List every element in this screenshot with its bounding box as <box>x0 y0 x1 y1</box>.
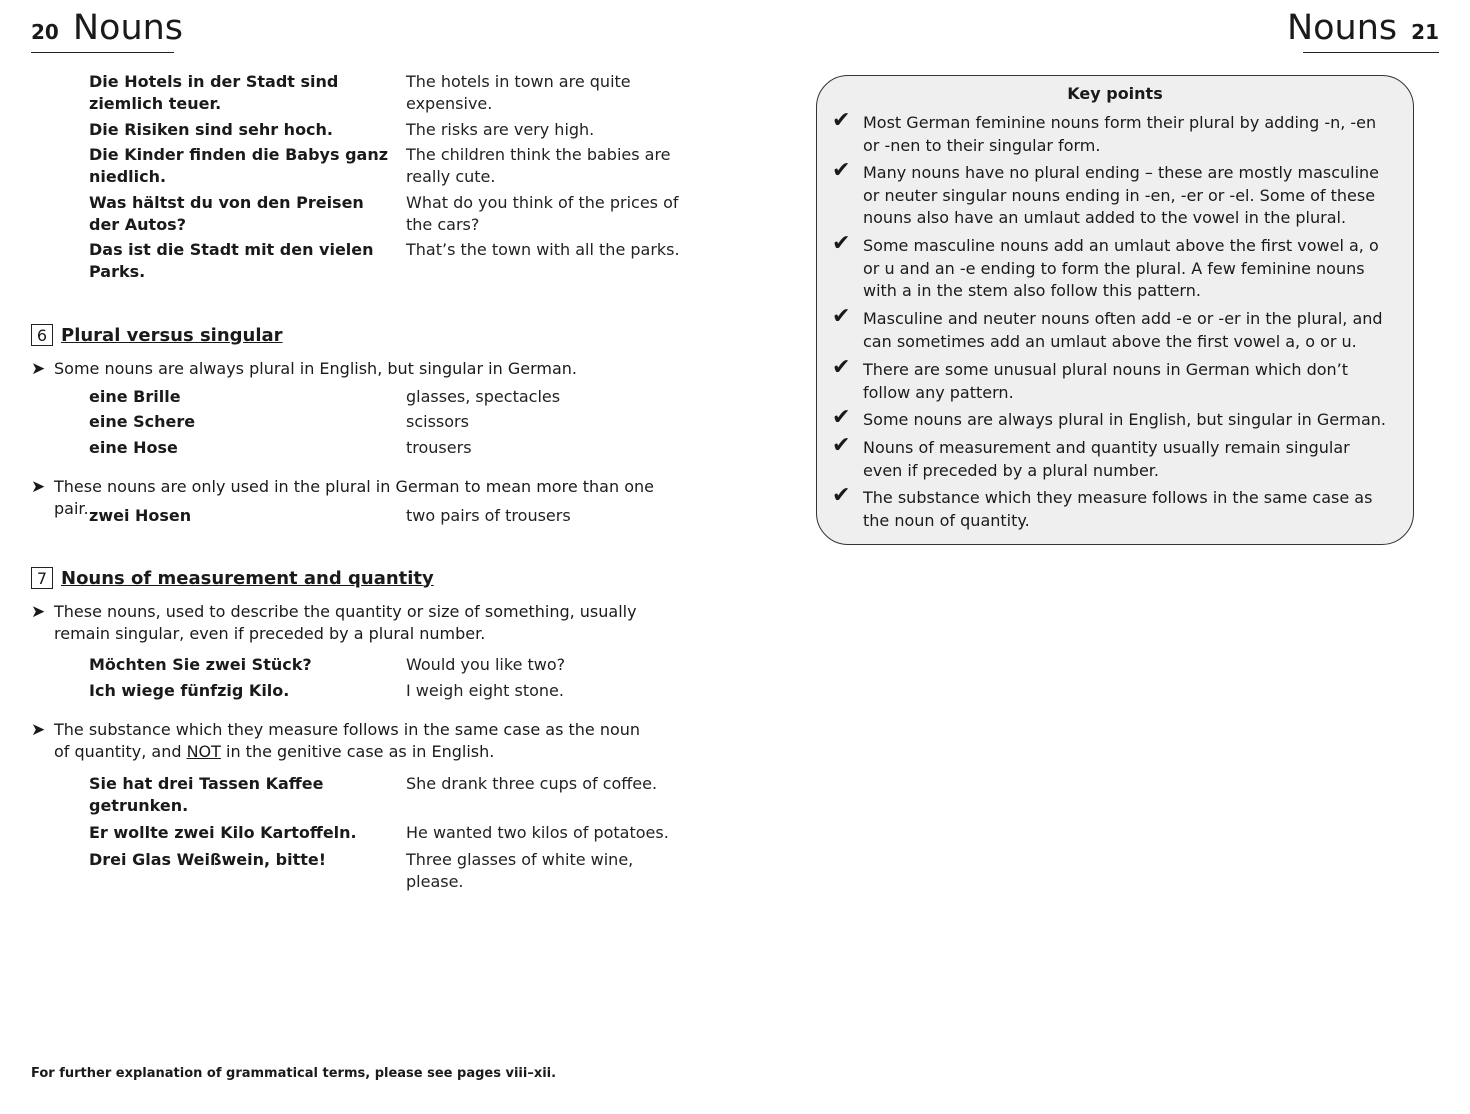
section-title: Nouns of measurement and quantity <box>61 567 434 589</box>
english-translation: What do you think of the prices of the cars? <box>406 193 679 234</box>
german-example: Die Kinder finden die Babys ganz niedlich. <box>89 145 389 186</box>
checkmark-icon: ✔ <box>832 483 851 508</box>
checkmark-icon: ✔ <box>832 108 851 133</box>
german-example: Was hältst du von den Preisen der Autos? <box>89 193 364 234</box>
section-title: Plural versus singular <box>61 324 283 346</box>
key-points-title: Key points <box>1067 84 1163 103</box>
english-translation: She drank three cups of coffee. <box>406 774 658 793</box>
section-number-box: 7 <box>31 567 53 589</box>
key-point-item <box>832 433 1393 482</box>
german-example: zwei Hosen <box>89 506 192 525</box>
key-point-item <box>832 304 1393 353</box>
key-point-text: Some nouns are always plural in English, but singular in German. <box>863 410 1386 429</box>
bullet-point <box>31 358 691 380</box>
english-translation: scissors <box>406 412 469 431</box>
emphasis-not: NOT <box>186 742 221 761</box>
footer-note: For further explanation of grammatical terms, please see pages viii–xii. <box>31 1066 557 1081</box>
german-example: eine Hose <box>89 438 178 457</box>
german-example: Ich wiege fünfzig Kilo. <box>89 681 290 700</box>
section-7-heading <box>31 567 434 589</box>
right-page-number: 21 <box>1411 20 1439 44</box>
key-point-text: Masculine and neuter nouns often add -e or -er in the plural, and can sometimes add an umlaut above the first vowel a, o or u. <box>863 309 1383 351</box>
german-example: Die Risiken sind sehr hoch. <box>89 120 334 139</box>
left-page-title: Nouns <box>72 8 184 48</box>
english-translation: That’s the town with all the parks. <box>406 240 680 259</box>
bullet-text-part: in the genitive case as in English. <box>220 742 495 761</box>
english-translation: Would you like two? <box>406 655 566 674</box>
key-points-box <box>816 75 1414 545</box>
left-header-rule <box>31 52 174 53</box>
checkmark-icon: ✔ <box>832 433 851 458</box>
german-example: Möchten Sie zwei Stück? <box>89 655 312 674</box>
english-translation: two pairs of trousers <box>406 506 571 525</box>
left-page-number: 20 <box>31 20 59 44</box>
arrow-bullet-icon: ➤ <box>31 720 46 740</box>
german-example: Die Hotels in der Stadt sind ziemlich teuer. <box>89 72 339 113</box>
right-page-title: Nouns <box>1286 8 1398 48</box>
german-example: Sie hat drei Tassen Kaffee getrunken. <box>89 774 324 815</box>
english-translation: The hotels in town are quite expensive. <box>406 72 631 113</box>
right-page-header <box>1287 8 1439 48</box>
english-translation: Three glasses of white wine, please. <box>406 850 634 891</box>
arrow-bullet-icon: ➤ <box>31 359 46 379</box>
arrow-bullet-icon: ➤ <box>31 602 46 622</box>
english-translation: He wanted two kilos of potatoes. <box>406 823 669 842</box>
bullet-point <box>31 719 651 763</box>
checkmark-icon: ✔ <box>832 304 851 329</box>
key-point-item <box>832 158 1393 230</box>
checkmark-icon: ✔ <box>832 158 851 183</box>
checkmark-icon: ✔ <box>832 355 851 380</box>
bullet-point <box>31 601 671 645</box>
key-point-item <box>832 231 1393 303</box>
key-point-item <box>832 405 1393 432</box>
bullet-text: These nouns, used to describe the quantity or size of something, usually remain singular, even if preceded by a plural number. <box>54 602 637 643</box>
key-point-item <box>832 483 1393 532</box>
key-point-item <box>832 108 1393 157</box>
section-6-heading <box>31 324 283 346</box>
left-page-header <box>31 8 183 48</box>
english-translation: I weigh eight stone. <box>406 681 564 700</box>
english-translation: The children think the babies are really cute. <box>406 145 671 186</box>
english-translation: The risks are very high. <box>406 120 595 139</box>
german-example: eine Brille <box>89 387 181 406</box>
german-example: Er wollte zwei Kilo Kartoffeln. <box>89 823 357 842</box>
bullet-text-part: The substance which they measure follows in the same case as the noun of quantity, and <box>54 720 641 761</box>
key-point-text: The substance which they measure follows in the same case as the noun of quantity. <box>863 488 1373 530</box>
german-example: Das ist die Stadt mit den vielen Parks. <box>89 240 374 281</box>
key-point-text: Nouns of measurement and quantity usually remain singular even if preceded by a plural number. <box>863 438 1350 480</box>
bullet-text: These nouns are only used in the plural in German to mean more than one pair. <box>54 477 654 518</box>
english-translation: glasses, spectacles <box>406 387 561 406</box>
key-point-text: Most German feminine nouns form their plural by adding -n, -en or -nen to their singular form. <box>863 113 1377 155</box>
bullet-text: Some nouns are always plural in English, but singular in German. <box>54 359 577 378</box>
section-number-box: 6 <box>31 324 53 346</box>
key-point-text: There are some unusual plural nouns in German which don’t follow any pattern. <box>863 360 1349 402</box>
checkmark-icon: ✔ <box>832 405 851 430</box>
german-example: eine Schere <box>89 412 196 431</box>
right-header-rule <box>1303 52 1439 53</box>
key-point-text: Some masculine nouns add an umlaut above the first vowel a, o or u and an -e ending to form the plural. A few feminine nouns with a in the stem also follow this pattern. <box>863 236 1379 300</box>
key-point-text: Many nouns have no plural ending – these are mostly masculine or neuter singular nouns ending in -en, -er or -el. Some of these nouns also have an umlaut added to the vowel in the plural. <box>863 163 1380 227</box>
german-example: Drei Glas Weißwein, bitte! <box>89 850 327 869</box>
checkmark-icon: ✔ <box>832 231 851 256</box>
key-point-item <box>832 355 1393 404</box>
english-translation: trousers <box>406 438 472 457</box>
arrow-bullet-icon: ➤ <box>31 477 46 497</box>
